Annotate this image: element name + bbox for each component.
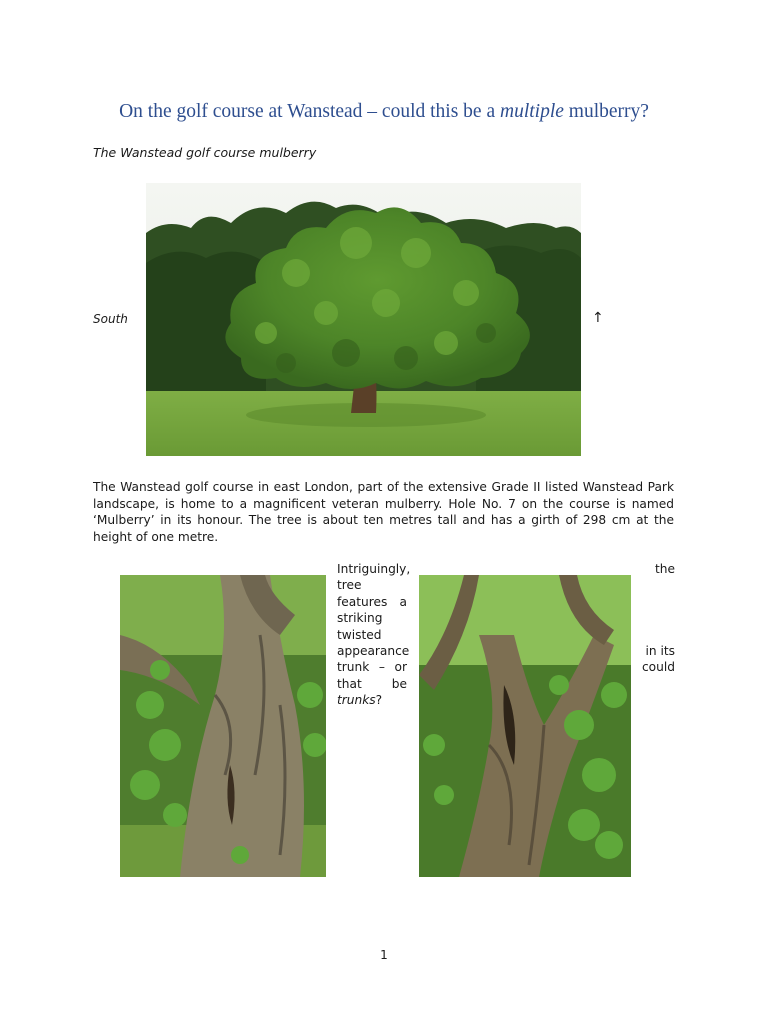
body-paragraph: The Wanstead golf course in east London, part of the extensive Grade II listed Wanstead Park landscape, is home to a magnificent veteran mulberry. Hole No. 7 on the course is named ‘Mulberry’ in its honour. The tree is about ten metres tall and has a girth of 298 cm at the height of one metre. <box>93 480 674 544</box>
wrapped-text-column <box>337 561 411 709</box>
wrap-line <box>337 594 407 610</box>
title-italic-word: multiple <box>500 101 564 122</box>
right-text-in-its: in its <box>645 644 675 658</box>
wrap-word: trunk <box>337 660 370 675</box>
wrap-word: be <box>391 676 407 691</box>
figure-caption: The Wanstead golf course mulberry <box>93 145 317 160</box>
wrap-line: striking <box>337 611 383 626</box>
right-text-could: could <box>641 660 675 674</box>
wrap-word: that <box>337 676 362 691</box>
wrap-word: or <box>394 660 407 675</box>
wrap-line: tree <box>337 578 362 593</box>
wrap-line <box>337 692 407 708</box>
wrap-line <box>337 659 407 675</box>
title-text-start: On the golf course at Wanstead – could this be a <box>119 101 500 122</box>
wrap-line: Intriguingly, <box>337 562 411 576</box>
mulberry-tree-photo <box>146 183 581 456</box>
page-number: 1 <box>380 948 388 962</box>
wrap-line <box>337 676 407 692</box>
north-arrow-icon: ↑ <box>592 310 604 326</box>
right-text-the: the <box>654 562 675 576</box>
wrap-word: features <box>337 594 388 609</box>
south-label: South <box>93 312 128 326</box>
title-text-end: mulberry? <box>563 101 649 122</box>
wrap-line: appearance <box>337 644 410 659</box>
wrap-word: ? <box>375 693 383 708</box>
trunk-photo-right <box>419 575 631 877</box>
wrap-line: twisted <box>337 627 382 642</box>
italic-word: trunks <box>337 693 376 708</box>
trunk-photo-left <box>120 575 326 877</box>
wrap-word: – <box>378 660 385 675</box>
document-title <box>0 101 768 123</box>
wrap-word: a <box>399 594 407 609</box>
